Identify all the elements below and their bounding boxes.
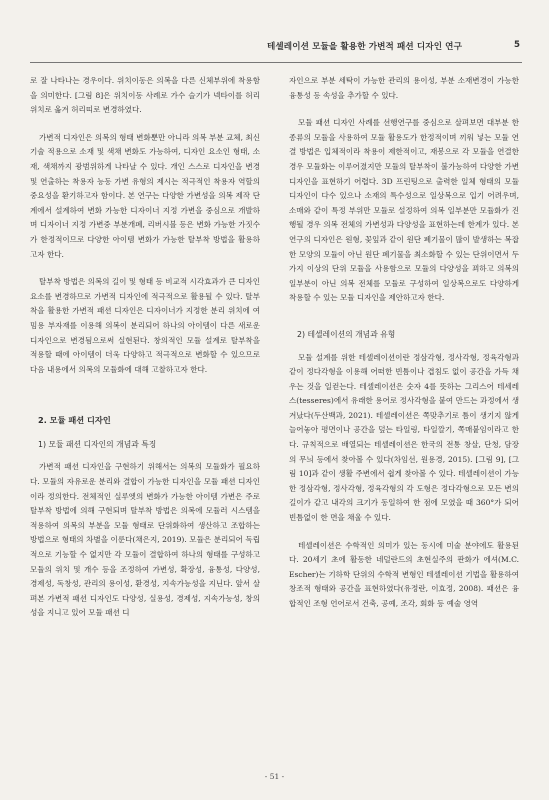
section-heading: 2. 모듈 패션 디자인: [38, 415, 111, 426]
left-column: [30, 74, 260, 621]
running-header-page-number: 5: [514, 40, 520, 50]
paragraph: 모듈 설계를 위한 테셀레이션이란 정삼각형, 정사각형, 정육각형과 같이 정다각형을 이용해 어떠한 빈틈이나 겹침도 없이 공간을 가득 채우는 것을 일컫는다. 테셀레이션은 숫자 4를 뜻하는 그리스어 테세레스(tesseres)에서 유래한 용어로 정사각형을 붙여 만드는 과정에서 생겨났다(두산백과, 2021). 테셀레이션은 쪽맞추기로 틈이 생기지 않게 늘어놓아 평면이나 공간을 덮는 타일링, 타일깔기, 쪽매붙임이라고 한다. 규칙적으로 배열되는 테셀레이션은 한국의 전통 창살, 단청, 담장의 무늬 등에서 찾아볼 수 있다(차임선, 원용경, 2015). [그림 9], [그림 10]과 같이 생활 주변에서 쉽게 찾아볼 수 있다. 테셀레이션이 가능한 정삼각형, 정사각형, 정육각형의 각 도형은 정다각형으로 모든 변의 길이가 같고 내각의 크기가 동일하여 한 점에 모였을 때 360°가 되어 빈틈없이 한 면을 채울 수 있다.: [289, 352, 519, 523]
running-header-title: 테셀레이션 모듈을 활용한 가변적 패션 디자인 연구: [267, 42, 462, 52]
subsection-heading: 2) 테셀레이션의 개념과 유형: [297, 329, 396, 339]
paragraph: 자인으로 부분 세탁이 가능한 관리의 용이성, 부분 소재변경이 가능한 융통성 등 속성을 추가할 수 있다.: [289, 76, 519, 100]
paragraph: 테셀레이션은 수학적인 의미가 있는 동시에 미술 분야에도 활용된다. 20세기 초에 활동한 네덜란드의 초현실주의 판화가 에셔(M.C. Escher)는 기하학 단위의 수학적 변형인 테셀레이션 기법을 활용하여 창조적 형태와 공간을 표현하였다(유정란, 이효정, 2008). 패션은 융합적인 조형 언어로서 건축, 공예, 조각, 회화 등 예술 영역: [289, 540, 519, 608]
page-footer: - 51 -: [264, 772, 285, 781]
running-header: [30, 36, 520, 56]
right-column: [289, 74, 519, 612]
paragraph: 가변적 디자인은 의복의 형태 변화뿐만 아니라 의복 부분 교체, 최신 기술 적용으로 소재 및 색채 변화도 가능하여, 디자인 요소인 형태, 소재, 색채까지 광범위하게 나타날 수 있다. 개인 스스로 디자인을 변경 및 연출하는 착용자 능동 가변 유형의 제시는 적극적인 착용자 역할의 중요성을 환기하고자 함이다. 본 연구는 다양한 가변성을 의복 제작 단계에서 설계하여 변화 가능한 디자이너 지정 가변을 중심으로 개발하며 디자이너 지정 가변중 부분개폐, 리버시블 등은 변화 가능한 가짓수가 한정적이므로 다양한 아이템 변화가 가능한 탈부착 방법을 활용하고자 한다.: [30, 132, 260, 259]
paragraph: 모듈 패션 디자인 사례를 선행연구를 중심으로 살펴보면 대부분 한 종류의 모듈을 사용하여 모듈 활용도가 한정적이며 끼워 넣는 모듈 연결 방법은 입체적이라 착용이 제한적이고, 재봉으로 각 모듈을 연결한 경우 모듈화는 이루어졌지만 모듈의 탈부착이 불가능하여 다양한 가변 디자인을 표현하기 어렵다. 3D 프린팅으로 출력한 일체 형태의 모듈 디자인이 다수 있으나 소재의 특수성으로 일상복으로 입기 어려우며, 소매와 같이 특정 부위만 모듈로 설정하여 의복 일부분만 모듈화가 진행될 경우 의복 전체의 가변성과 다양성을 표현하는데 한계가 있다. 본 연구의 디자인은 원형, 꽃잎과 같이 원단 폐기물이 많이 발생하는 복잡한 모양의 모듈이 아닌 원단 폐기물을 최소화할 수 있는 단위이면서 두 가지 이상의 단위 모듈을 사용함으로 모듈의 다양성을 꾀하고 의복의 일부분이 아닌 의복 전체를 모듈로 구성하여 일상복으로도 다양하게 착용할 수 있는 모듈 디자인을 제안하고자 한다.: [289, 118, 519, 303]
paragraph: 로 잘 나타나는 경우이다. 위치이동은 의복을 다른 신체부위에 착용함을 의미한다. [그림 8]은 위치이동 사례로 가수 슬기가 넥타이를 허리 위치로 옮겨 허리띠로 변경하였다.: [30, 76, 260, 115]
header-rule: [30, 62, 522, 63]
subsection-heading: 1) 모듈 패션 디자인의 개념과 특징: [38, 439, 157, 449]
paragraph: 가변적 패션 디자인을 구현하기 위해서는 의복의 모듈화가 필요하다. 모듈의 자유로운 분리와 결합이 가능한 디자인을 모듈 패션 디자인이라 정의한다. 전체적인 실루엣의 변화가 가능한 아이템 가변은 주로 탈부착 방법에 의해 구현되며 탈부착 방법은 의복에 모듈러 시스템을 적용하여 의복의 부분을 모듈 형태로 단위화하여 생산하고 조합하는 방법으로 형태의 차별을 이룬다(채은지, 2019). 모듈은 분리되어 독립적으로 기능할 수 없지만 각 모듈이 결합하여 하나의 형태를 구성하고 모듈의 위치 및 개수 등을 조정하여 가변성, 확장성, 융통성, 다양성, 경제성, 독창성, 관리의 용이성, 환경성, 지속가능성을 지닌다. 앞서 살펴본 가변적 패션 디자인도 다양성, 실용성, 경제성, 지속가능성, 창의성을 지니고 있어 모듈 패션 디: [30, 462, 260, 618]
paragraph: 탈부착 방법은 의복의 길이 및 형태 등 비교적 시각효과가 큰 디자인 요소를 변경하므로 가변적 디자인에 적극적으로 활용될 수 있다. 탈부착을 활용한 가변적 패션 디자인은 디자이너가 지정한 분리 위치에 여밈용 부자재를 이용해 의복이 분리되어 하나의 아이템이 다른 새로운 디자인으로 변경됨으로써 실현된다. 창의적인 모듈 설계로 탈부착을 적용할 때에 아이템이 더욱 다양하고 적극적으로 변화할 수 있으므로 다음 내용에서 의복의 모듈화에 대해 고찰하고자 한다.: [30, 277, 260, 374]
